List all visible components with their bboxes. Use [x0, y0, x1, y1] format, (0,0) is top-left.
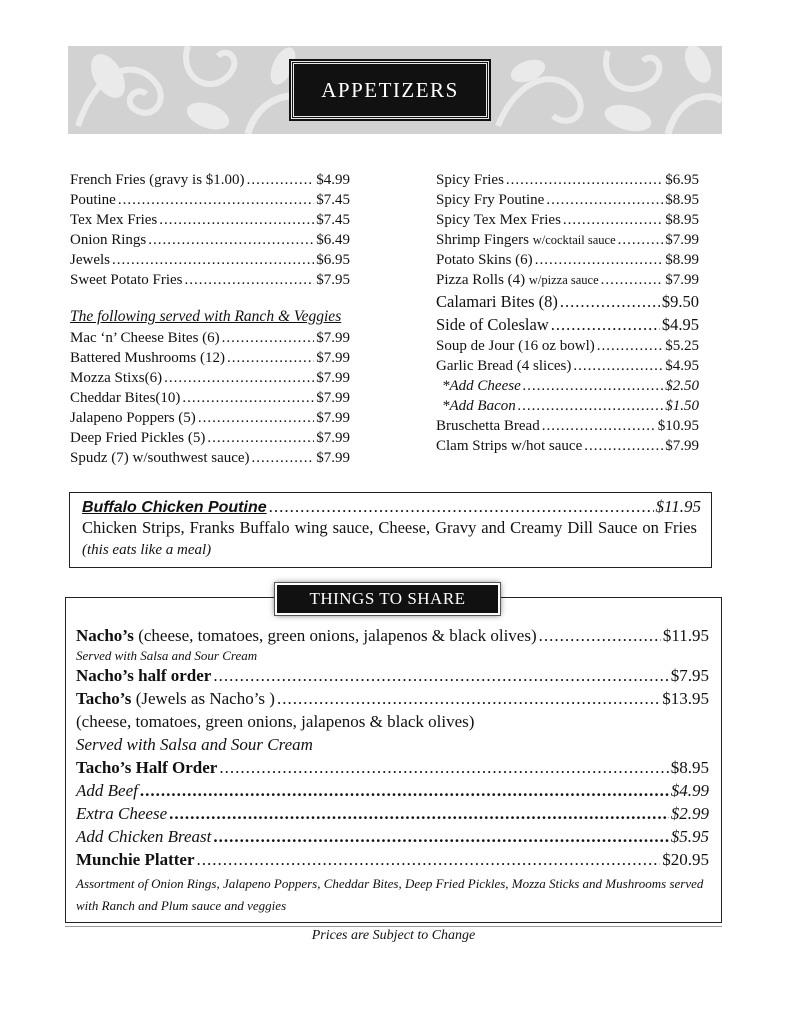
item-name: Buffalo Chicken Poutine [82, 499, 267, 516]
description-text: Chicken Strips, Franks Buffalo wing sauce, Cheese, Gravy and Creamy Dill Sauce on Fries [82, 518, 697, 537]
leader-dots [546, 192, 663, 209]
leader-dots [535, 252, 664, 269]
leader-dots [277, 689, 660, 709]
item-name: Onion Rings [70, 232, 147, 248]
item-price: $7.99 [316, 330, 350, 346]
item-name: Munchie Platter [76, 850, 195, 869]
item-price: $8.95 [670, 758, 709, 777]
item-price: $7.45 [316, 212, 350, 228]
menu-item [70, 350, 350, 370]
menu-item [70, 390, 350, 410]
leader-dots [185, 272, 315, 289]
leader-dots [219, 758, 668, 778]
leader-dots [584, 438, 663, 455]
menu-addon [76, 781, 709, 804]
item-price: $5.25 [665, 338, 699, 354]
leader-dots [118, 192, 314, 209]
item-desc: (cheese, tomatoes, green onions, jalapenos & black olives) [138, 626, 537, 645]
item-name: Extra Cheese [76, 804, 168, 823]
item-price: $2.99 [670, 804, 709, 823]
item-name: Spicy Fry Poutine [436, 192, 545, 208]
item-note: Served with Salsa and Sour Cream [76, 735, 313, 754]
leader-dots [247, 172, 315, 189]
item-name: Spicy Fries [436, 172, 504, 188]
item-title: Nacho’s [76, 626, 134, 645]
prices-footer-note: Prices are Subject to Change [65, 926, 722, 944]
leader-dots [269, 497, 654, 517]
menu-item [70, 370, 350, 390]
menu-item [76, 626, 709, 648]
menu-addon [76, 804, 709, 827]
item-name: Potato Skins (6) [436, 252, 533, 268]
appetizers-right-column [436, 172, 699, 458]
leader-dots [573, 358, 663, 375]
item-desc: (Jewels as Nacho’s ) [135, 689, 275, 708]
item-note: w/pizza sauce [528, 273, 599, 287]
leader-dots [182, 390, 314, 407]
menu-item [70, 232, 350, 252]
item-name [76, 626, 537, 646]
item-name: Side of Coleslaw [436, 315, 549, 334]
menu-item [76, 666, 709, 689]
menu-addon [436, 378, 699, 398]
leader-dots [551, 315, 660, 335]
item-name: Add Chicken Breast [76, 827, 212, 846]
menu-item [436, 172, 699, 192]
item-price: $7.45 [316, 192, 350, 208]
item-name: Clam Strips w/hot sauce [436, 438, 583, 454]
leader-dots [518, 398, 664, 415]
item-price: $7.99 [316, 370, 350, 386]
item-price: $2.50 [665, 378, 699, 394]
item-price: $7.99 [316, 430, 350, 446]
item-name: Tacho’s Half Order [76, 758, 218, 777]
appetizers-left-column [70, 172, 350, 470]
leader-dots [169, 804, 669, 824]
item-name [76, 689, 275, 709]
item-price: $7.95 [670, 666, 709, 685]
item-price: $10.95 [657, 418, 699, 434]
leader-dots [227, 350, 314, 367]
item-price: $7.99 [316, 350, 350, 366]
item-price: $13.95 [662, 689, 709, 708]
menu-item [436, 418, 699, 438]
item-name: Sweet Potato Fries [70, 272, 183, 288]
menu-item [436, 438, 699, 458]
item-price: $8.95 [665, 192, 699, 208]
leader-dots [563, 212, 663, 229]
menu-addon [436, 398, 699, 418]
things-to-share-title: THINGS TO SHARE [275, 583, 500, 615]
menu-item [70, 430, 350, 450]
item-price: $4.95 [661, 315, 699, 334]
leader-dots [207, 430, 314, 447]
item-name: *Add Cheese [442, 378, 521, 394]
item-price: $6.95 [665, 172, 699, 188]
item-name: Shrimp Fingers [436, 232, 529, 248]
item-note: w/cocktail sauce [532, 233, 616, 247]
menu-item [436, 232, 699, 252]
leader-dots [112, 252, 314, 269]
item-note: Served with Salsa and Sour Cream [76, 648, 258, 663]
menu-item [70, 330, 350, 350]
menu-item [436, 358, 699, 378]
menu-item [436, 272, 699, 292]
item-name: Spudz (7) w/southwest sauce) [70, 450, 250, 466]
description-note: (this eats like a meal) [82, 542, 212, 558]
item-title: Tacho’s [76, 689, 132, 708]
item-description: Assortment of Onion Rings, Jalapeno Poppers, Cheddar Bites, Deep Fried Pickles, Mozza Sticks and Mushrooms served with Ranch and Plum sauce and veggies [76, 876, 704, 913]
leader-dots [159, 212, 314, 229]
leader-dots [523, 378, 664, 395]
menu-item [70, 172, 350, 192]
menu-addon [76, 827, 709, 850]
item-description: (cheese, tomatoes, green onions, jalapenos & black olives) [76, 712, 475, 731]
leader-dots [506, 172, 663, 189]
item-price: $6.95 [316, 252, 350, 268]
item-name: Nacho’s half order [76, 666, 212, 685]
leader-dots [222, 330, 315, 347]
leader-dots [213, 827, 668, 847]
leader-dots [597, 338, 664, 355]
item-price: $11.95 [662, 626, 709, 645]
menu-item [436, 315, 699, 338]
menu-item [436, 292, 699, 315]
item-name: French Fries (gravy is $1.00) [70, 172, 245, 188]
item-price: $1.50 [665, 398, 699, 414]
menu-item [436, 252, 699, 272]
menu-item [70, 192, 350, 212]
item-price: $20.95 [662, 850, 709, 869]
item-name: Cheddar Bites(10) [70, 390, 181, 406]
item-price: $9.50 [661, 292, 699, 311]
menu-item [436, 192, 699, 212]
item-price: $7.99 [316, 450, 350, 466]
item-price: $4.95 [665, 358, 699, 374]
item-name: Mac ‘n’ Cheese Bites (6) [70, 330, 220, 346]
item-price: $8.95 [665, 212, 699, 228]
item-name: Spicy Tex Mex Fries [436, 212, 561, 228]
item-name: Garlic Bread (4 slices) [436, 358, 572, 374]
item-price: $4.99 [316, 172, 350, 188]
item-price: $7.99 [316, 410, 350, 426]
item-name: Battered Mushrooms (12) [70, 350, 225, 366]
item-price: $4.99 [670, 781, 709, 800]
menu-item [70, 252, 350, 272]
item-name: *Add Bacon [442, 398, 516, 414]
leader-dots [213, 666, 668, 686]
item-name: Deep Fried Pickles (5) [70, 430, 206, 446]
menu-item [436, 212, 699, 232]
leader-dots [560, 292, 660, 312]
leader-dots [539, 626, 661, 646]
item-name: Soup de Jour (16 oz bowl) [436, 338, 595, 354]
menu-item [76, 758, 709, 781]
menu-item [76, 689, 709, 712]
menu-item [70, 450, 350, 470]
menu-item [70, 212, 350, 232]
leader-dots [198, 410, 314, 427]
buffalo-poutine-box [69, 492, 712, 568]
menu-item [76, 850, 709, 873]
item-price: $7.99 [665, 232, 699, 248]
menu-item [70, 272, 350, 292]
item-price: $7.99 [316, 390, 350, 406]
item-price: $8.99 [665, 252, 699, 268]
leader-dots [164, 370, 314, 387]
item-description [82, 517, 701, 561]
item-name: Jewels [70, 252, 110, 268]
item-price: $7.99 [665, 438, 699, 454]
leader-dots [601, 272, 664, 289]
appetizers-title: APPETIZERS [291, 61, 489, 119]
item-name: Poutine [70, 192, 116, 208]
item-price: $7.95 [316, 272, 350, 288]
item-name: Jalapeno Poppers (5) [70, 410, 196, 426]
menu-item [436, 338, 699, 358]
leader-dots [148, 232, 314, 249]
menu-item [70, 410, 350, 430]
item-name: Bruschetta Bread [436, 418, 540, 434]
ranch-veggies-heading: The following served with Ranch & Veggies [70, 308, 342, 325]
leader-dots [618, 232, 664, 249]
item-name: Add Beef [76, 781, 138, 800]
item-price: $5.95 [670, 827, 709, 846]
item-name: Mozza Stixs(6) [70, 370, 163, 386]
leader-dots [542, 418, 656, 435]
item-name: Tex Mex Fries [70, 212, 158, 228]
leader-dots [140, 781, 669, 801]
item-price: $7.99 [665, 272, 699, 288]
item-name: Pizza Rolls (4) [436, 272, 526, 288]
leader-dots [252, 450, 315, 467]
item-name: Calamari Bites (8) [436, 292, 558, 311]
item-price: $6.49 [316, 232, 350, 248]
menu-item [82, 497, 701, 517]
item-price: $11.95 [655, 497, 701, 516]
things-to-share-box [65, 597, 722, 923]
leader-dots [197, 850, 661, 870]
